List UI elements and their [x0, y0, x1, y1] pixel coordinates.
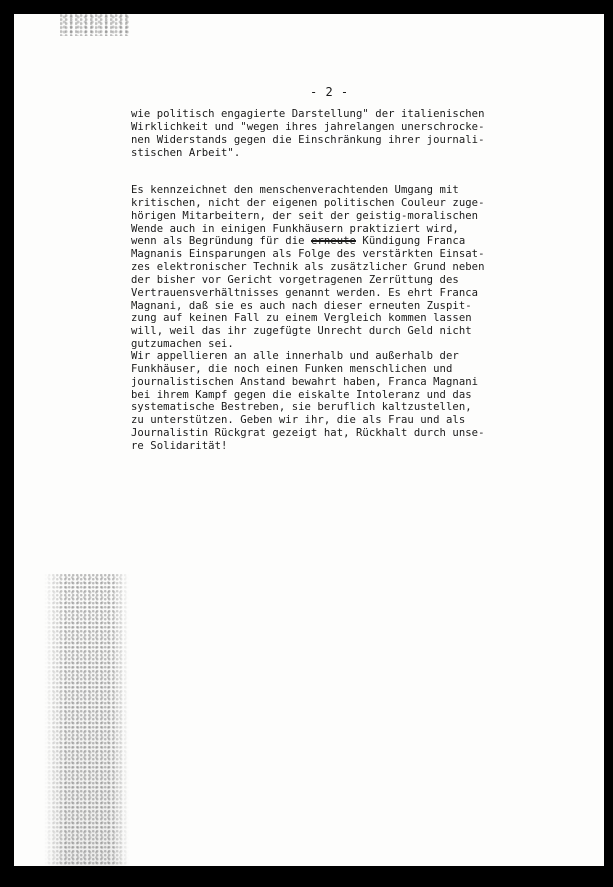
- text-line: nen Widerstands gegen die Einschränkung ihrer journali-: [131, 133, 485, 146]
- paragraph-1: [131, 108, 536, 159]
- text-line: hörigen Mitarbeitern, der seit der geistig-moralischen: [131, 209, 479, 222]
- text-line: systematische Bestreben, sie beruflich kaltzustellen,: [131, 401, 472, 414]
- text-segment: wenn als Begründung für die: [131, 235, 311, 248]
- text-line: gutzumachen sei.: [131, 338, 234, 351]
- text-line: kritischen, nicht der eigenen politischen Couleur zuge-: [131, 196, 485, 209]
- paragraph-3: [131, 350, 536, 453]
- text-line: Es kennzeichnet den menschenverachtenden Umgang mit: [131, 184, 459, 196]
- text-line: Wende auch in einigen Funkhäusern praktiziert wird,: [131, 222, 459, 235]
- text-line: wie politisch engagierte Darstellung" der italienischen: [131, 108, 485, 120]
- paragraph-2: [131, 184, 536, 351]
- text-line: journalistischen Anstand bewahrt haben, Franca Magnani: [131, 375, 479, 388]
- text-line: stischen Arbeit".: [131, 146, 241, 159]
- page-number: - 2 -: [310, 85, 349, 99]
- text-line: zung auf keinen Fall zu einem Vergleich kommen lassen: [131, 312, 472, 325]
- text-line: zes elektronischer Technik als zusätzlicher Grund neben: [131, 261, 485, 274]
- scan-noise-left: [44, 574, 129, 866]
- document-page: [14, 14, 604, 866]
- text-line: Journalistin Rückgrat gezeigt hat, Rückhalt durch unse-: [131, 427, 485, 440]
- text-line: Vertrauensverhältnisses genannt werden. Es ehrt Franca: [131, 286, 479, 299]
- text-line: zu unterstützen. Geben wir ihr, die als Frau und als: [131, 414, 466, 427]
- text-line: will, weil das ihr zugefügte Unrecht durch Geld nicht: [131, 325, 472, 338]
- scan-noise-top: [60, 14, 130, 36]
- text-segment: Kündigung Franca: [355, 235, 466, 248]
- text-line: Funkhäuser, die noch einen Funken menschlichen und: [131, 362, 453, 375]
- text-line: Wirklichkeit und "wegen ihres jahrelangen unerschrocke-: [131, 120, 485, 133]
- text-line: Wir appellieren an alle innerhalb und außerhalb der: [131, 350, 459, 362]
- text-line: Magnanis Einsparungen als Folge des verstärkten Einsat-: [131, 248, 485, 261]
- text-line: der bisher vor Gericht vorgetragenen Zerrüttung des: [131, 273, 459, 286]
- text-line: bei ihrem Kampf gegen die eiskalte Intoleranz und das: [131, 388, 472, 401]
- text-line: [131, 235, 536, 248]
- text-line: Magnani, daß sie es auch nach dieser erneuten Zuspit-: [131, 299, 472, 312]
- struck-word: erneute: [310, 235, 356, 248]
- text-line: re Solidarität!: [131, 439, 228, 452]
